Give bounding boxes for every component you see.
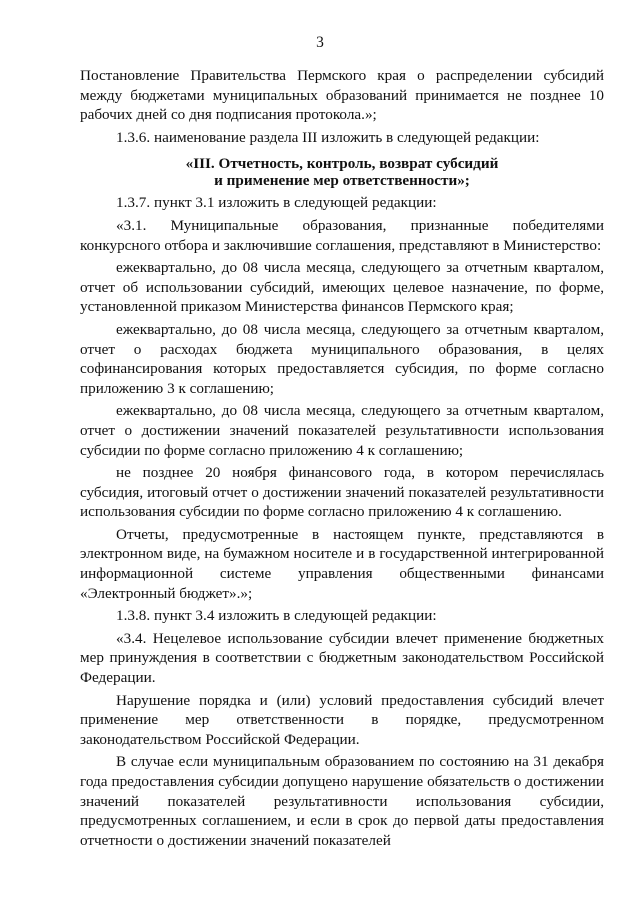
document-body <box>80 66 604 850</box>
paragraph-3-4: «3.4. Нецелевое использование субсидии влечет применение бюджетных мер принуждения в соответствии с бюджетным законодательством Российской Федерации. <box>80 629 604 687</box>
paragraph-1-3-6: 1.3.6. наименование раздела III изложить в следующей редакции: <box>116 128 540 146</box>
paragraph-report-3: ежеквартально, до 08 числа месяца, следующего за отчетным кварталом, отчет о достижении значений показателей результативности использования субсидии по форме согласно приложению 4 к соглашению; <box>80 402 604 459</box>
paragraph-1-3-8: 1.3.8. пункт 3.4 изложить в следующей редакции: <box>116 607 437 625</box>
paragraph-report-2: ежеквартально, до 08 числа месяца, следующего за отчетным кварталом, отчет о расходах бюджета муниципального образования, в целях софинансирования которых предоставляется субсидия, по форме согласно приложению 3 к соглашению; <box>80 320 604 397</box>
paragraph-1-3-7: 1.3.7. пункт 3.1 изложить в следующей редакции: <box>116 194 437 212</box>
paragraph-3-1: «3.1. Муниципальные образования, признанные победителями конкурсного отбора и заключившие соглашения, представляют в Министерство: <box>80 216 604 254</box>
section-heading-line1: «III. Отчетность, контроль, возврат субсидий <box>185 155 499 173</box>
paragraph-case: В случае если муниципальным образованием по состоянию на 31 декабря года предоставления субсидии допущено нарушение обязательств о достижении значений показателей результативности использования субсидии, предусмотренных соглашением, и если в срок до первой даты предоставления отчетности о достижении значений показателей <box>80 753 604 849</box>
paragraph-reports-format: Отчеты, предусмотренные в настоящем пункте, представляются в электронном виде, на бумажном носителе и в государственной интегрированной информационной системе управления общественными финансами «Электронный бюджет».»; <box>80 525 604 602</box>
section-heading-line2: и применение мер ответственности»; <box>214 172 470 190</box>
paragraph-intro: Постановление Правительства Пермского края о распределении субсидий между бюджетами муниципальных образований принимается не позднее 10 рабочих дней со дня подписания протокола.»; <box>80 67 604 124</box>
section-heading <box>80 155 604 189</box>
paragraph-violation: Нарушение порядка и (или) условий предоставления субсидий влечет применение мер ответственности в порядке, предусмотренном законодательством Российской Федерации. <box>80 691 604 748</box>
paragraph-report-4: не позднее 20 ноября финансового года, в котором перечислялась субсидия, итоговый отчет о достижении значений показателей результативности использования субсидии по форме согласно приложению 4 к соглашению. <box>80 464 604 521</box>
paragraph-report-1: ежеквартально, до 08 числа месяца, следующего за отчетным кварталом, отчет об использовании субсидий, имеющих целевое назначение, по форме, установленной приказом Министерства финансов Пермского края; <box>80 259 604 316</box>
page-number: 3 <box>316 34 324 51</box>
